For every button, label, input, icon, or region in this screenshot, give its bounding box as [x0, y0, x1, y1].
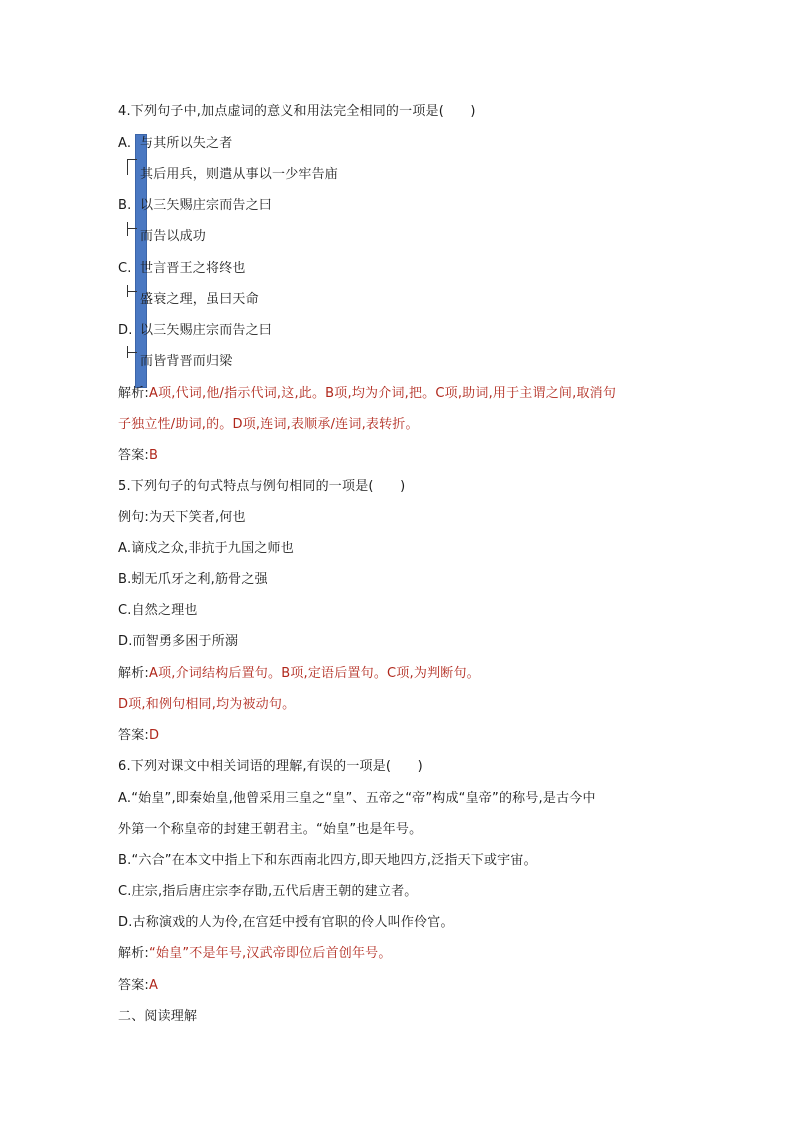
q4-option-a-line1: 与其所以失之者 [140, 136, 233, 151]
answer-label: 答案: [118, 728, 149, 743]
q6-option-a-line2: 外第一个称皇帝的封建王朝君主。“始皇”也是年号。 [118, 822, 423, 837]
q6-option-c: C.庄宗,指后唐庄宗李存勖,五代后唐王朝的建立者。 [118, 884, 418, 899]
q4-option-d-line2: 而皆背晋而归梁 [140, 354, 233, 369]
q5-analysis-line1 [118, 666, 480, 682]
q5-analysis-text: A项,介词结构后置句。B项,定语后置句。C项,为判断句。 [148, 666, 480, 681]
q5-answer-value: D [148, 728, 160, 743]
bracket-tick [127, 228, 137, 229]
bracket-tick [127, 159, 128, 175]
q5-option-b: B.蚓无爪牙之利,筋骨之强 [118, 572, 268, 587]
q4-option-c-line2: 盛衰之理，虽曰天命 [140, 292, 259, 307]
answer-label: 答案: [118, 448, 149, 463]
q6-option-a-line1: A.“始皇”,即秦始皇,他曾采用三皇之“皇”、五帝之“帝”构成“皇帝”的称号,是古今中 [118, 791, 596, 806]
q4-stem: 4.下列句子中,加点虚词的意义和用法完全相同的一项是( ) [118, 104, 476, 119]
q4-option-b-line1: 以三矢赐庄宗而告之曰 [140, 198, 273, 213]
q5-stem: 5.下列句子的句式特点与例句相同的一项是( ) [118, 479, 406, 494]
q6-analysis-text: “始皇”不是年号,汉武帝即位后首创年号。 [148, 946, 392, 961]
q6-answer [118, 978, 158, 994]
q5-option-c: C.自然之理也 [118, 603, 198, 618]
q5-analysis-line2: D项,和例句相同,均为被动句。 [118, 697, 296, 712]
bracket-tick [127, 291, 137, 292]
q6-analysis-line1 [118, 946, 392, 962]
q5-example: 例句:为天下笑者,何也 [118, 510, 246, 525]
q6-option-b: B.“六合”在本文中指上下和东西南北四方,即天地四方,泛指天下或宇宙。 [118, 853, 537, 868]
q4-option-a-line2: 其后用兵，则遣从事以一少牢告庙 [140, 167, 339, 182]
q4-option-d-line1: 以三矢赐庄宗而告之曰 [140, 323, 273, 338]
q4-analysis-text: A项,代词,他/指示代词,这,此。B项,均为介词,把。C项,助词,用于主谓之间,取消句 [148, 386, 617, 401]
q4-answer-value: B [148, 448, 159, 463]
q6-stem: 6.下列对课文中相关词语的理解,有误的一项是( ) [118, 759, 423, 774]
q4-option-d-label: D. [118, 323, 133, 338]
q4-analysis-line2: 子独立性/助词,的。D项,连词,表顺承/连词,表转折。 [118, 417, 419, 432]
analysis-label: 解析: [118, 946, 149, 961]
q4-answer [118, 448, 158, 464]
bracket-tick [127, 159, 137, 160]
q5-answer [118, 728, 159, 744]
section-title: 二、阅读理解 [118, 1009, 198, 1024]
analysis-label: 解析: [118, 666, 149, 681]
q6-option-d: D.古称演戏的人为伶,在宫廷中授有官职的伶人叫作伶官。 [118, 915, 454, 930]
q4-analysis-line1 [118, 386, 616, 402]
q6-answer-value: A [148, 978, 159, 993]
answer-label: 答案: [118, 978, 149, 993]
bracket-tick [127, 352, 137, 353]
analysis-label: 解析: [118, 386, 149, 401]
q4-option-c-label: C. [118, 261, 132, 276]
q4-option-a-label: A. [118, 136, 132, 151]
q5-option-a: A.谪戍之众,非抗于九国之师也 [118, 541, 294, 556]
q4-option-b-line2: 而告以成功 [140, 229, 207, 244]
q4-option-b-label: B. [118, 198, 132, 213]
q5-option-d: D.而智勇多困于所溺 [118, 634, 239, 649]
bracket-tick [127, 222, 128, 236]
q4-option-c-line1: 世言晋王之将终也 [140, 261, 246, 276]
